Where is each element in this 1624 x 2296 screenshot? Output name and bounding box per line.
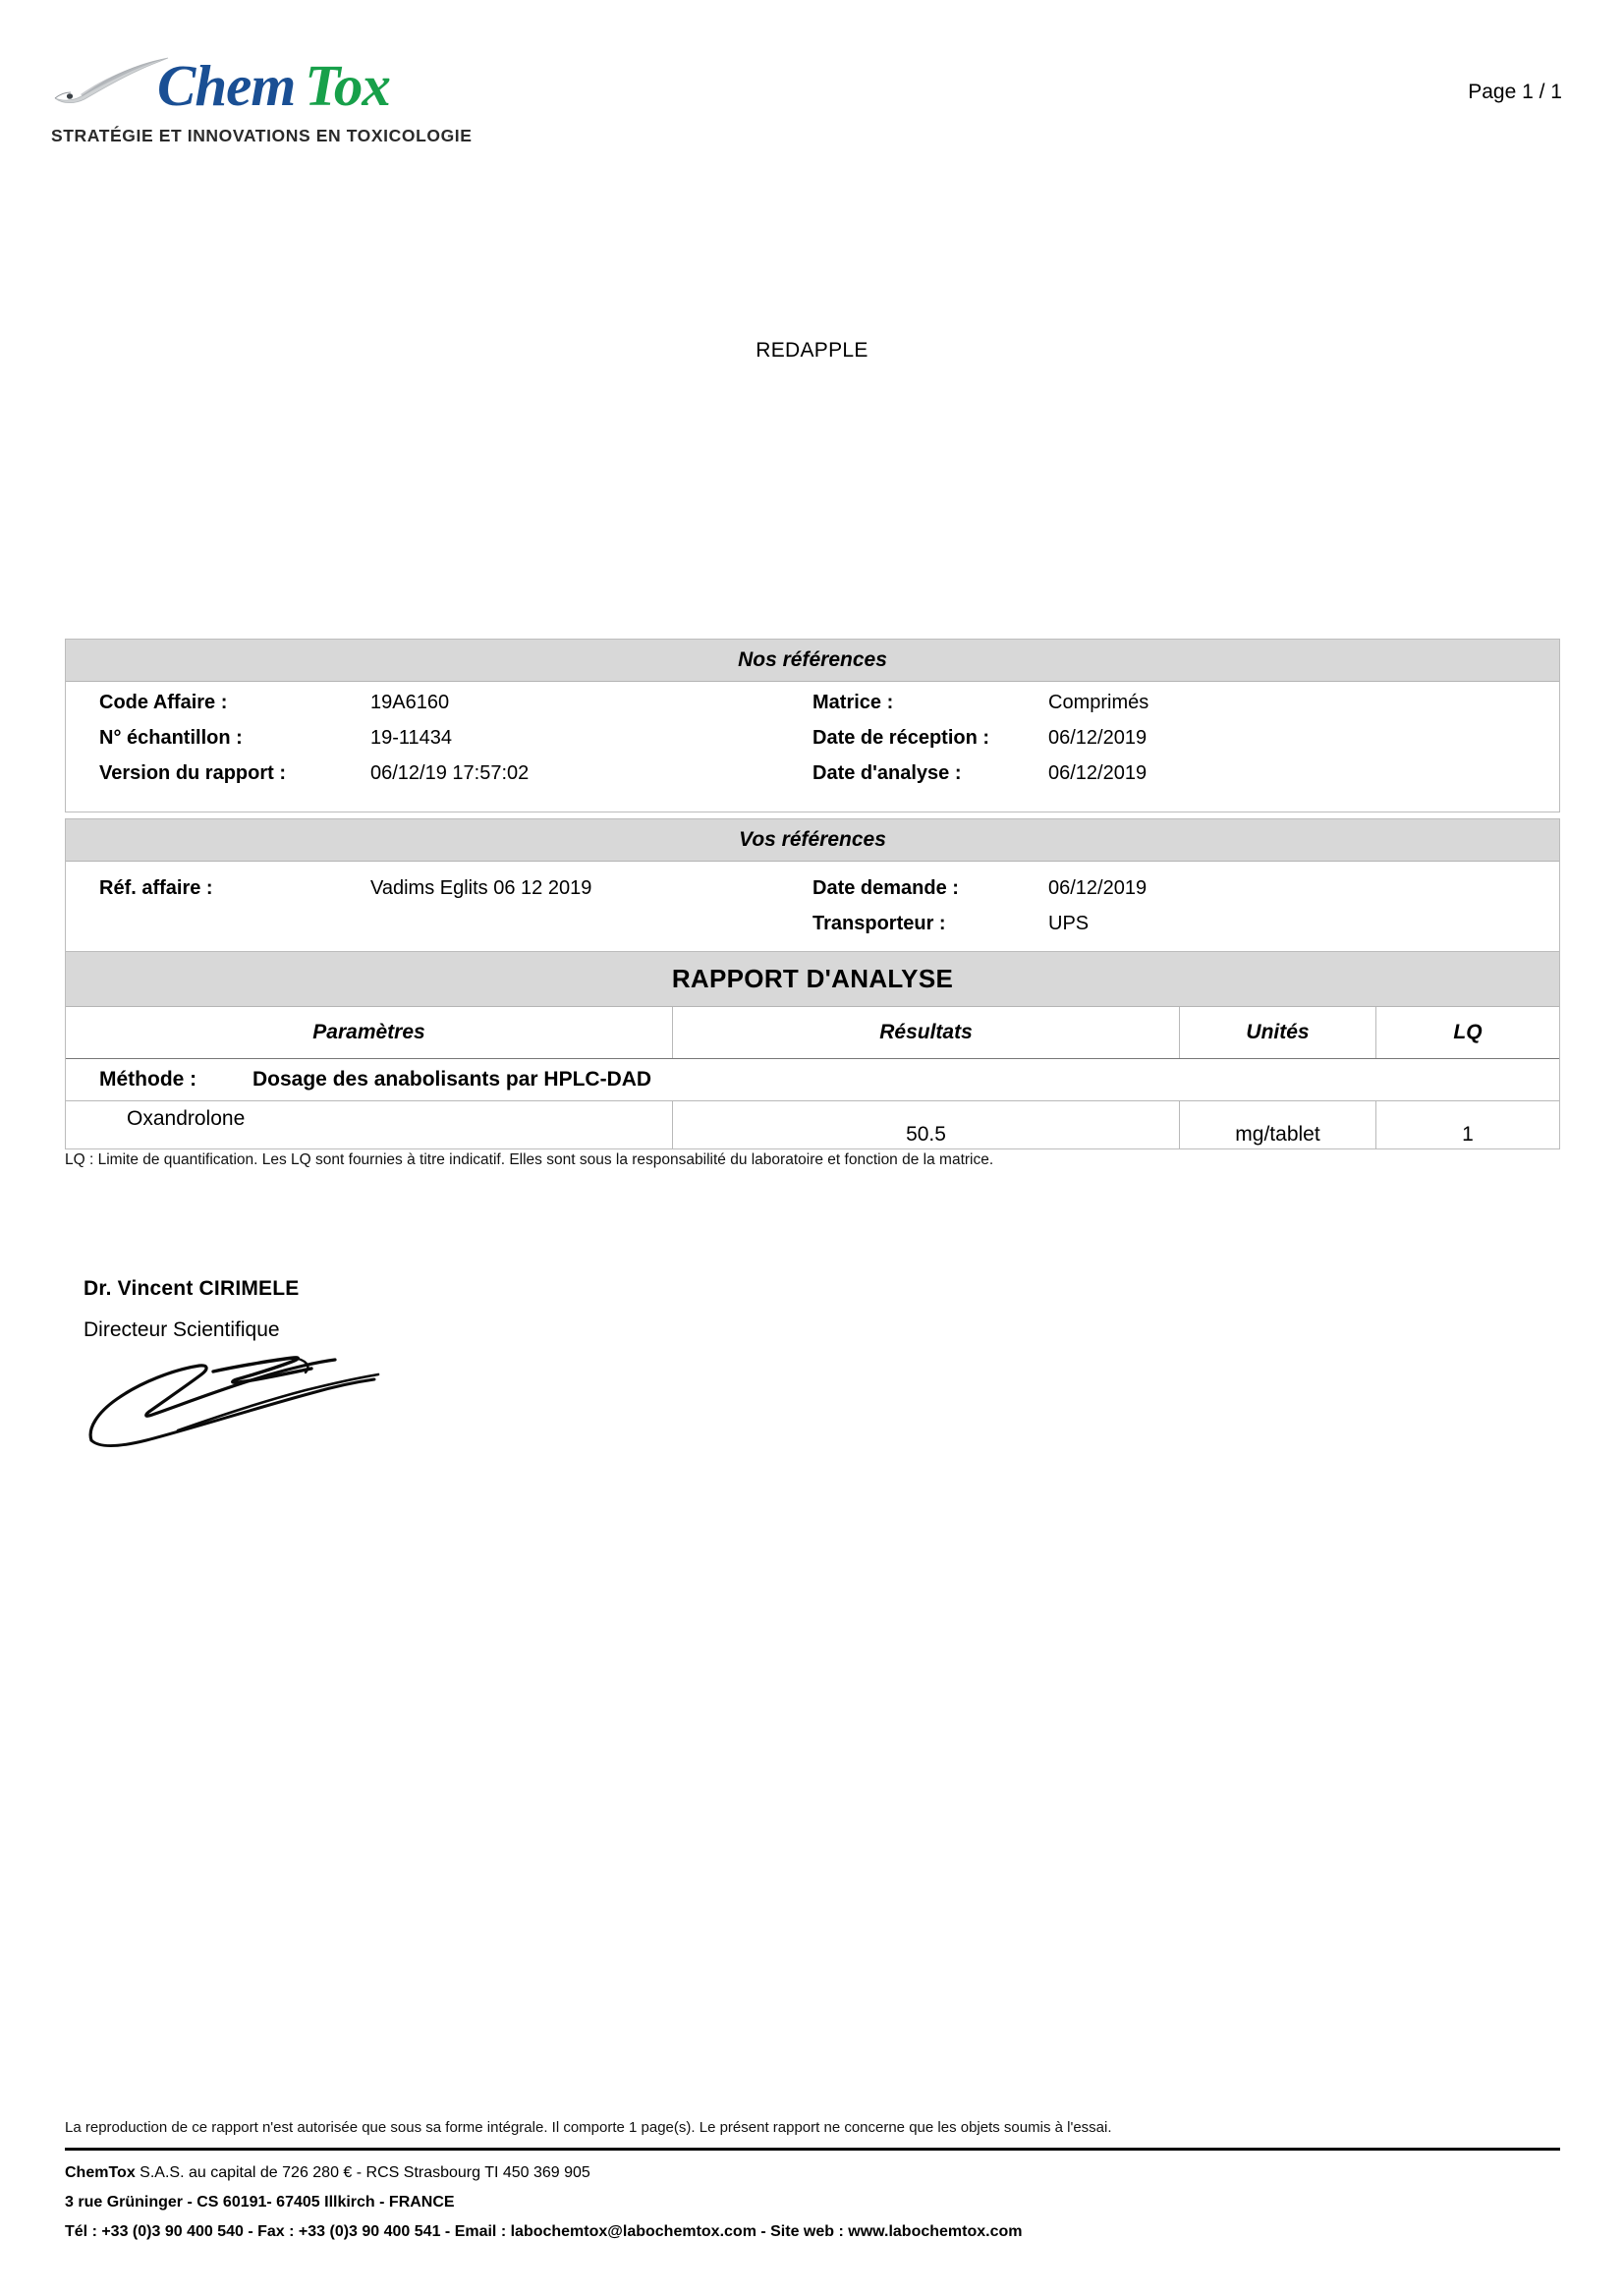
analysis-table-header [66,1007,1559,1059]
field-value: 19-11434 [370,727,453,749]
field-label: Date demande : [812,877,959,899]
field-value: Comprimés [1048,692,1149,713]
analysis-report-title: RAPPORT D'ANALYSE [66,952,1559,1007]
table-row [66,1101,1559,1148]
field-value: 06/12/2019 [1048,727,1148,749]
handwritten-signature-icon [84,1346,437,1454]
field-value: 19A6160 [370,692,450,713]
field-label: Réf. affaire : [99,877,213,899]
footer-divider [65,2148,1560,2151]
client-name: REDAPPLE [756,339,868,362]
logo-wordmark [157,51,390,120]
method-row [66,1059,1559,1101]
field-value: 06/12/19 17:57:02 [370,762,530,784]
table-row [66,692,1559,727]
logo-tagline: STRATÉGIE ET INNOVATIONS EN TOXICOLOGIE [51,126,473,145]
method-value: Dosage des anabolisants par HPLC-DAD [252,1068,652,1091]
footer-company-name: ChemTox [65,2164,136,2181]
result-lq: 1 [1462,1123,1474,1146]
our-references-table [65,639,1560,812]
lq-footnote: LQ : Limite de quantification. Les LQ sont fournies à titre indicatif. Elles sont sous la responsabilité du laboratoire et fonction de la matrice. [65,1151,994,1168]
field-label: N° échantillon : [99,727,243,749]
footer-company-line [65,2164,1560,2182]
column-header-parametres: Paramètres [312,1021,425,1043]
method-label: Méthode : [99,1068,197,1091]
result-unit: mg/tablet [1235,1123,1320,1146]
signature-block [84,1277,594,1459]
field-label: Code Affaire : [99,692,228,713]
field-label: Transporteur : [812,913,946,934]
page-footer [65,2119,1560,2253]
logo-word-chem: Chem [157,53,296,118]
field-label: Date de réception : [812,727,990,749]
field-label: Date d'analyse : [812,762,962,784]
your-references-table [65,818,1560,963]
our-references-body [66,682,1559,812]
reproduction-note: La reproduction de ce rapport n'est autorisée que sous sa forme intégrale. Il comporte 1 page(s). Le présent rapport ne concerne que les objets soumis à l'essai. [65,2119,1112,2136]
footer-company-details: S.A.S. au capital de 726 280 € - RCS Strasbourg TI 450 369 905 [135,2164,590,2181]
chemtox-logo [51,51,523,144]
your-references-band: Vos références [66,819,1559,862]
field-value: 06/12/2019 [1048,877,1148,899]
our-references-band: Nos références [66,640,1559,682]
column-header-unites: Unités [1246,1021,1310,1043]
field-label: Version du rapport : [99,762,287,784]
footer-contact: Tél : +33 (0)3 90 400 540 - Fax : +33 (0)3 90 400 541 - Email : labochemtox@labochemtox.com - Site web : www.labochemtox.com [65,2223,1023,2240]
table-row [66,762,1559,798]
analysis-report-table [65,951,1560,1149]
field-value: Vadims Eglits 06 12 2019 [370,877,592,899]
field-value: UPS [1048,913,1090,934]
signer-name: Dr. Vincent CIRIMELE [84,1277,300,1300]
column-header-lq: LQ [1453,1021,1483,1043]
signer-title: Directeur Scientifique [84,1318,280,1341]
fish-icon [51,55,169,106]
column-header-resultats: Résultats [879,1021,973,1043]
table-row [66,727,1559,762]
logo-word-tox: Tox [305,53,390,118]
table-row [66,877,1559,913]
result-value: 50.5 [906,1123,946,1146]
footer-address: 3 rue Grüninger - CS 60191- 67405 Illkirch - FRANCE [65,2194,455,2211]
table-row [66,913,1559,948]
page-number: Page 1 / 1 [1468,81,1562,103]
result-parameter: Oxandrolone [127,1107,246,1130]
your-references-body [66,862,1559,962]
field-label: Matrice : [812,692,894,713]
field-value: 06/12/2019 [1048,762,1148,784]
